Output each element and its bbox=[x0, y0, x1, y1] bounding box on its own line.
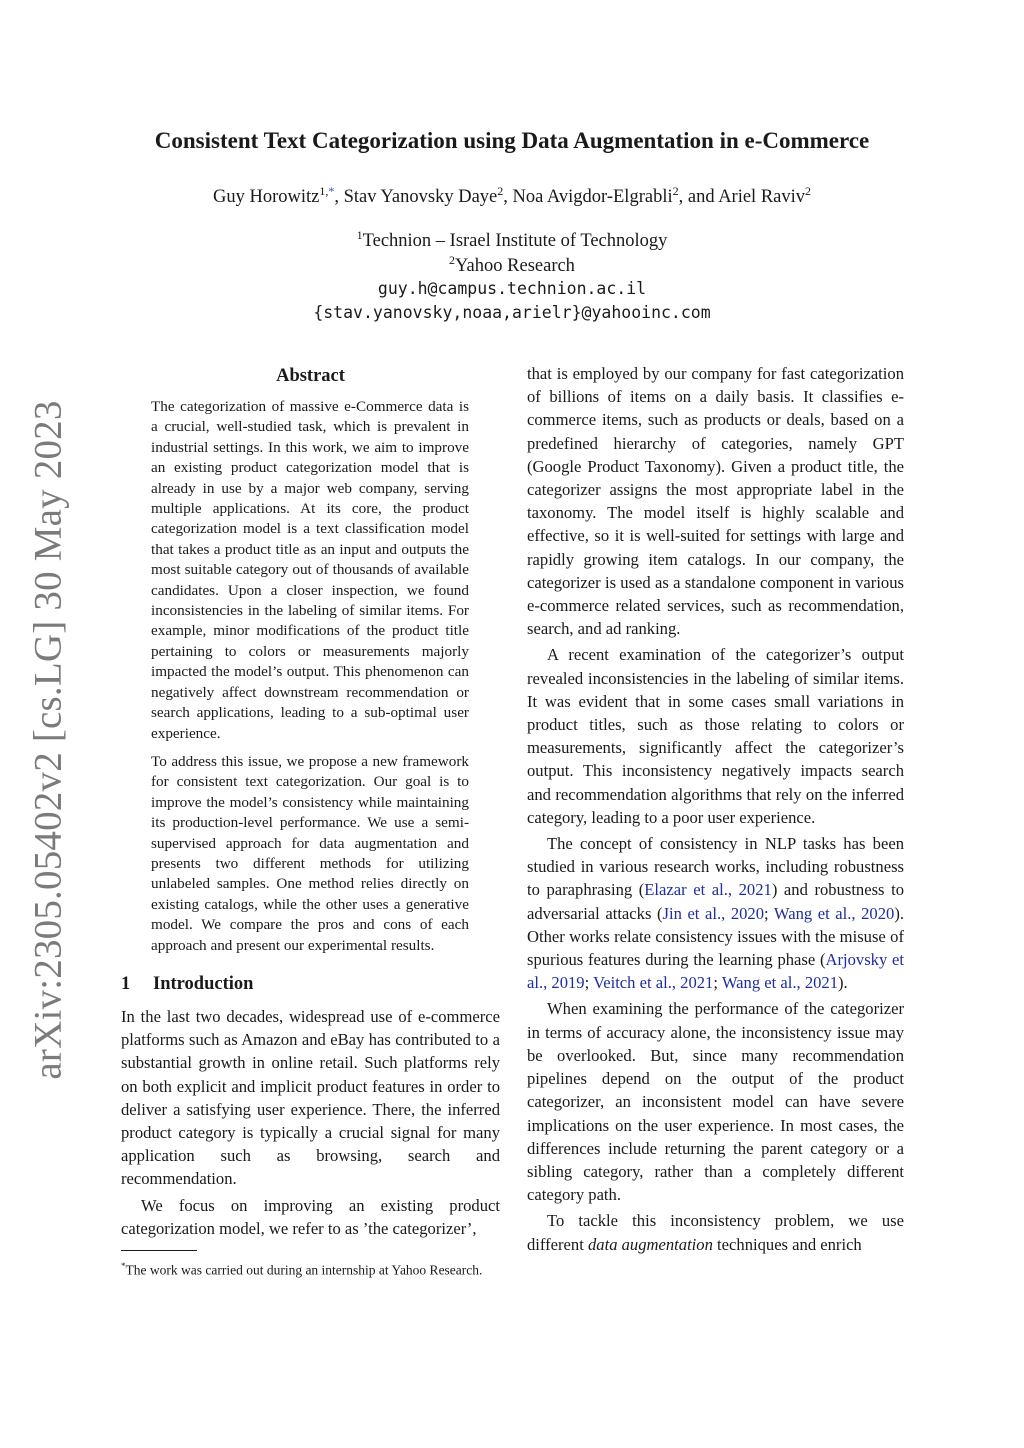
citation-link[interactable]: Wang et al., 2021 bbox=[721, 973, 839, 993]
author-name: Noa Avigdor-Elgrabli bbox=[512, 187, 673, 208]
author-affiliation-mark: 1,* bbox=[319, 184, 335, 198]
abstract-body bbox=[151, 397, 469, 956]
citation-link[interactable]: Arjovsky et al., 2019 bbox=[527, 950, 905, 993]
affiliation-yahoo: $^2$Yahoo Research bbox=[449, 253, 575, 277]
section-title: Introduction bbox=[153, 973, 254, 994]
footnote-mark: * bbox=[121, 1261, 126, 1271]
abstract-heading: Abstract bbox=[276, 366, 345, 386]
right-column bbox=[527, 362, 904, 1259]
section-heading-introduction bbox=[121, 974, 500, 995]
introduction-body bbox=[121, 1005, 500, 1240]
author-name: Stav Yanovsky Daye bbox=[343, 187, 498, 208]
footnote-link[interactable]: * bbox=[328, 184, 335, 198]
author-affiliation-mark: 2 bbox=[497, 184, 504, 198]
citation-link[interactable]: Veitch et al., 2021 bbox=[593, 973, 714, 993]
left-column bbox=[121, 362, 500, 1280]
body-paragraph: A recent examination of the categorizer’s output revealed inconsistencies in the labeling of similar items. It was evident that in some cases small variations in product titles, such as those relating to colors or measurements, significantly affect the categorizer’s output. This inconsistency negatively impacts search and recommendation algorithms that rely on the inferred category, leading to a poor user experience. bbox=[527, 645, 904, 827]
author-affiliation-mark: 2 bbox=[805, 184, 812, 198]
body-paragraph: In the last two decades, widespread use of e-commerce platforms such as Amazon and eBay has contributed to a substantial growth in online retail. Such platforms rely on both explicit and implicit product features in order to deliver a satisfying user experience. There, the inferred product category is typically a crucial signal for many application such as browsing, search and recommendation. bbox=[121, 1006, 500, 1189]
citation-link[interactable]: Jin et al., 2020 bbox=[662, 903, 765, 923]
author-list: Guy Horowitz$^{1,*}$, Stav Yanovsky Daye$^2$, Noa Avigdor-Elgrabli$^2$, and Ariel Raviv$^2$ bbox=[212, 184, 812, 208]
arxiv-identifier-stamp: arXiv:2305.05402v2 [cs.LG] 30 May 2023 bbox=[26, 400, 70, 1080]
author-affiliation-mark: 2 bbox=[672, 184, 679, 198]
footnote-divider bbox=[121, 1250, 197, 1251]
section-number: 1 bbox=[121, 973, 131, 994]
body-paragraph: that is employed by our company for fast categorization of billions of items on a daily basis. It classifies e-commerce items, such as products or deals, based on a predefined hierarchy of categories, namely GPT (Google Product Taxonomy). Given a product title, the categorizer assigns the most appropriate label in the taxonomy. The model itself is highly scalable and effective, so it is well-suited for settings with large and rapidly growing item catalogs. In our company, the categorizer is used as a standalone component in various e-commerce related services, such as recommendation, search, and ad ranking. bbox=[527, 364, 904, 639]
paper-title: Consistent Text Categorization using Data Augmentation in e-Commerce bbox=[154, 128, 870, 153]
body-paragraph: To tackle this inconsistency problem, we use different data augmentation techniques and enrich bbox=[527, 1211, 904, 1254]
body-paragraph: The concept of consistency in NLP tasks has been studied in various research works, including robustness to paraphrasing (Elazar et al., 2021) and robustness to adversarial attacks (Jin et al., 2020; Wang et al., 2020). Other works relate consistency issues with the misuse of spurious features during the learning phase (Arjovsky et al., 2019; Veitch et al., 2021; Wang et al., 2021). bbox=[527, 834, 905, 993]
abstract-paragraph: To address this issue, we propose a new framework for consistent text categorization. Our goal is to improve the model’s consistency while maintaining its production-level performance. We use a semi-supervised approach for data augmentation and presents two different methods for utilizing unlabeled samples. One method relies directly on existing catalogs, while the other uses a generative model. We compare the pros and cons of each approach and present our experimental results. bbox=[151, 752, 469, 954]
author-name: Ariel Raviv bbox=[718, 187, 806, 208]
citation-link[interactable]: Elazar et al., 2021 bbox=[644, 880, 772, 900]
body-paragraph: When examining the performance of the categorizer in terms of accuracy alone, the inconsistency issue may be overlooked. But, since many recommendation pipelines depend on the output of the product categorizer, an inconsistent model can have severe implications on the user experience. In most cases, the differences include returning the parent category or a sibling category, rather than a completely different category path. bbox=[527, 999, 904, 1205]
footnote: *The work was carried out during an internship at Yahoo Research. bbox=[121, 1261, 483, 1278]
email-yahoo: {stav.yanovsky,noaa,arielr}@yahooinc.com bbox=[313, 303, 711, 322]
email-technion: guy.h@campus.technion.ac.il bbox=[377, 279, 647, 298]
citation-link[interactable]: Wang et al., 2020 bbox=[773, 903, 895, 923]
affiliation-technion: $^1$Technion – Israel Institute of Technology bbox=[356, 228, 668, 252]
emphasis-text: data augmentation bbox=[587, 1234, 713, 1254]
abstract-paragraph: The categorization of massive e-Commerce data is a crucial, well-studied task, which is prevalent in industrial settings. In this work, we aim to improve an existing product categorization model that is already in use by a major web company, serving multiple applications. At its core, the product categorization model is a text classification model that takes a product title as an input and outputs the most suitable category out of thousands of available candidates. Upon a closer inspection, we found inconsistencies in the labeling of similar items. For example, minor modifications of the product title pertaining to colors or measurements majorly impacted the model’s output. This phenomenon can negatively affect downstream recommendation or search applications, leading to a sub-optimal user experience. bbox=[151, 398, 469, 742]
body-paragraph: We focus on improving an existing product categorization model, we refer to as ’the categorizer’, bbox=[121, 1195, 500, 1238]
author-name: Guy Horowitz bbox=[212, 187, 320, 208]
